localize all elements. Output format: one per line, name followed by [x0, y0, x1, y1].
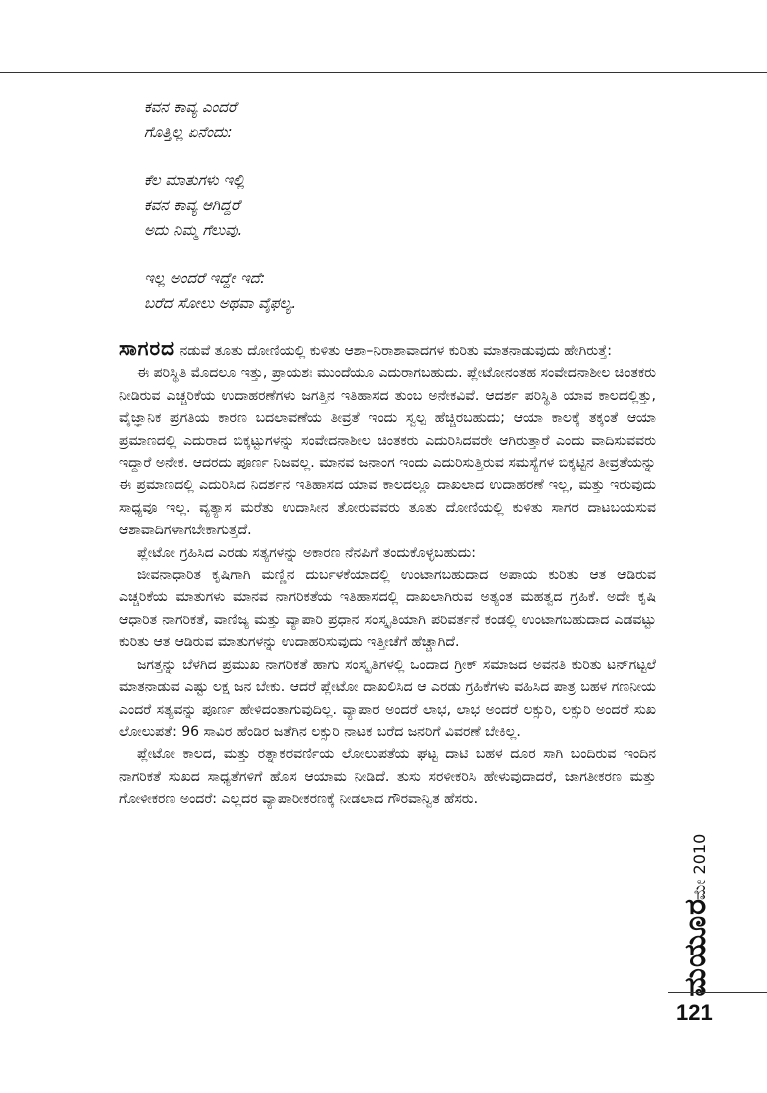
poem-line: ಕೆಲ ಮಾತುಗಳು ಇಲ್ಲಿ	[144, 171, 245, 189]
article-paragraph: ಜೀವನಾಧಾರಿತ ಕೃಷಿಗಾಗಿ ಮಣ್ಣಿನ ದುರ್ಬಳಕೆಯಾದಲ್ಲಿ ಉಂಟಾಗಬಹುದಾದ ಅಪಾಯ ಕುರಿತು ಆತ ಆಡಿರುವ ಎಚ್ಚರಿಕೆಯ ಮಾತುಗಳು ಮಾನವ ನಾಗರಿಕತೆಯ ಇತಿಹಾಸದಲ್ಲಿ ದಾಖಲಾಗಿರುವ ಅತ್ಯಂತ ಮಹತ್ವದ ಗ್ರಹಿಕೆ. ಅದೇ ಕೃಷಿ ಆಧಾರಿತ ನಾಗರಿಕತೆ, ವಾಣಿಜ್ಯ ಮತ್ತು ವ್ಯಾಪಾರಿ ಪ್ರಧಾನ ಸಂಸ್ಕೃತಿಯಾಗಿ ಪರಿವರ್ತನೆ ಕಂಡಲ್ಲಿ ಉಂಟಾಗಬಹುದಾದ ಎಡವಟ್ಟು ಕುರಿತು ಆತ ಆಡಿರುವ ಮಾತುಗಳನ್ನು ಉದಾಹರಿಸುವುದು ಇತ್ತೀಚೆಗೆ ಹೆಚ್ಚಾಗಿದೆ.	[119, 567, 656, 651]
article-paragraph: ಜಗತ್ತನ್ನು ಬೆಳಗಿದ ಪ್ರಮುಖ ನಾಗರಿಕತೆ ಹಾಗು ಸಂಸ್ಕೃತಿಗಳಲ್ಲಿ ಒಂದಾದ ಗ್ರೀಕ್ ಸಮಾಜದ ಅವನತಿ ಕುರಿತು ಟನ್‌ಗಟ್ಟಲೆ ಮಾತನಾಡುವ ಎಷ್ಟು ಲಕ್ಷ ಜನ ಬೇಕು. ಆದರೆ ಪ್ಲೇಟೋ ದಾಖಲಿಸಿದ ಆ ಎರಡು ಗ್ರಹಿಕೆಗಳು ವಹಿಸಿದ ಪಾತ್ರ ಬಹಳ ಗಣನೀಯ ಎಂದರೆ ಸತ್ಯವನ್ನು ಪೂರ್ಣ ಹೇಳಿದಂತಾಗುವುದಿಲ್ಲ. ವ್ಯಾಪಾರ ಅಂದರೆ ಲಾಭ, ಲಾಭ ಅಂದರೆ ಲಕ್ಸುರಿ, ಲಕ್ಸುರಿ ಅಂದರೆ ಸುಖ ಲೋಲುಪತೆ: 96 ಸಾವಿರ ಹೆಂಡಿರ ಜತೆಗಿನ ಲಕ್ಸುರಿ ನಾಟಕ ಬರೆದ ಜನರಿಗೆ ವಿವರಣೆ ಬೇಕಿಲ್ಲ.	[119, 656, 656, 740]
top-divider	[0, 72, 767, 73]
article-paragraph: ಪ್ಲೇಟೋ ಕಾಲದ, ಮತ್ತು ರತ್ನಾಕರವರ್ಣಿಯ ಲೋಲುಪತೆಯ ಘಟ್ಟ ದಾಟಿ ಬಹಳ ದೂರ ಸಾಗಿ ಬಂದಿರುವ ಇಂದಿನ ನಾಗರಿಕತೆ ಸುಖದ ಸಾಧ್ಯತೆಗಳಿಗೆ ಹೊಸ ಆಯಾಮ ನೀಡಿದೆ. ತುಸು ಸರಳೀಕರಿಸಿ ಹೇಳುವುದಾದರೆ, ಜಾಗತೀಕರಣ ಮತ್ತು ಗೋಳೀಕರಣ ಅಂದರೆ: ಎಲ್ಲದರ ವ್ಯಾಪಾರೀಕರಣಕ್ಕೆ ನೀಡಲಾದ ಗೌರವಾನ್ವಿತ ಹೆಸರು.	[119, 746, 656, 808]
poem	[144, 95, 624, 339]
poem-line: ಗೊತ್ತಿಲ್ಲ ಏನೆಂದು:	[144, 123, 233, 141]
lead-paragraph	[119, 337, 656, 362]
poem-stanza	[144, 168, 624, 243]
article-paragraph: ಈ ಪರಿಸ್ಥಿತಿ ಮೊದಲೂ ಇತ್ತು, ಪ್ರಾಯಶಃ ಮುಂದೆಯೂ ಎದುರಾಗಬಹುದು. ಪ್ಲೇಟೋನಂತಹ ಸಂವೇದನಾಶೀಲ ಚಿಂತಕರು ನೀಡಿರುವ ಎಚ್ಚರಿಕೆಯ ಉದಾಹರಣೆಗಳು ಜಗತ್ತಿನ ಇತಿಹಾಸದ ತುಂಬ ಅನೇಕವಿವೆ. ಆದರ್ಶ ಪರಿಸ್ಥಿತಿ ಯಾವ ಕಾಲದಲ್ಲಿತ್ತು, ವೈಜ್ಞಾನಿಕ ಪ್ರಗತಿಯ ಕಾರಣ ಬದಲಾವಣೆಯ ತೀವ್ರತೆ ಇಂದು ಸ್ವಲ್ಪ ಹೆಚ್ಚಿರಬಹುದು; ಆಯಾ ಕಾಲಕ್ಕೆ ತಕ್ಕಂತೆ ಆಯಾ ಪ್ರಮಾಣದಲ್ಲಿ ಎದುರಾದ ಬಿಕ್ಕಟ್ಟುಗಳನ್ನು ಸಂವೇದನಾಶೀಲ ಚಿಂತಕರು ಎದುರಿಸಿದವರೇ ಆಗಿರುತ್ತಾರೆ ಎಂದು ವಾದಿಸುವವರು ಇದ್ದಾರೆ ಅನೇಕ. ಆದರದು ಪೂರ್ಣ ನಿಜವಲ್ಲ. ಮಾನವ ಜನಾಂಗ ಇಂದು ಎದುರಿಸುತ್ತಿರುವ ಸಮಸ್ಯೆಗಳ ಬಿಕ್ಕಟ್ಟಿನ ತೀವ್ರತೆಯನ್ನು ಈ ಪ್ರಮಾಣದಲ್ಲಿ ಎದುರಿಸಿದ ನಿದರ್ಶನ ಇತಿಹಾಸದ ಯಾವ ಕಾಲದಲ್ಲೂ ದಾಖಲಾದ ಉದಾಹರಣೆ ಇಲ್ಲ, ಮತ್ತು ಇರುವುದು ಸಾಧ್ಯವೂ ಇಲ್ಲ. ವ್ಯತ್ಯಾಸ ಮರೆತು ಉದಾಸೀನ ತೋರುವವರು ತೂತು ದೋಣಿಯಲ್ಲಿ ಕುಳಿತು ಸಾಗರ ದಾಟಬಯಸುವ ಆಶಾವಾದಿಗಳಾಗಬೇಕಾಗುತ್ತದೆ.	[119, 365, 656, 539]
poem-line: ಇಲ್ಲ ಅಂದರೆ ಇದ್ದೇ ಇದೆ:	[144, 269, 266, 287]
issue-date: ಮೇ 2010	[690, 833, 709, 900]
poem-stanza	[144, 266, 624, 316]
page-number: 121	[676, 1000, 713, 1025]
poem-line: ಕವನ ಕಾವ್ಯ ಆಗಿದ್ದರೆ	[144, 196, 240, 214]
poem-line: ಅದು ನಿಮ್ಮ ಗೆಲುವು.	[144, 221, 243, 239]
page-number-divider	[668, 992, 767, 993]
lead-text: ನಡುವೆ ತೂತು ದೋಣಿಯಲ್ಲಿ ಕುಳಿತು ಆಶಾ–ನಿರಾಶಾವಾದಗಳ ಕುರಿತು ಮಾತನಾಡುವುದು ಹೇಗಿರುತ್ತೆ:	[175, 343, 612, 359]
magazine-logo: ಮಯೂರ	[678, 898, 713, 997]
poem-line: ಬರೆದ ಸೋಲು ಅಥವಾ ವೈಫಲ್ಯ.	[144, 294, 297, 312]
poem-stanza	[144, 95, 624, 145]
article-paragraph: ಪ್ಲೇಟೋ ಗ್ರಹಿಸಿದ ಎರಡು ಸತ್ಯಗಳನ್ನು ಅಕಾರಣ ನೆನಪಿಗೆ ತಂದುಕೊಳ್ಳಬಹುದು:	[137, 544, 477, 561]
magazine-sidebar	[668, 810, 728, 997]
article-body	[119, 337, 656, 811]
poem-line: ಕವನ ಕಾವ್ಯ ಎಂದರೆ	[144, 98, 237, 116]
lead-word: ಸಾಗರದ	[119, 336, 175, 360]
